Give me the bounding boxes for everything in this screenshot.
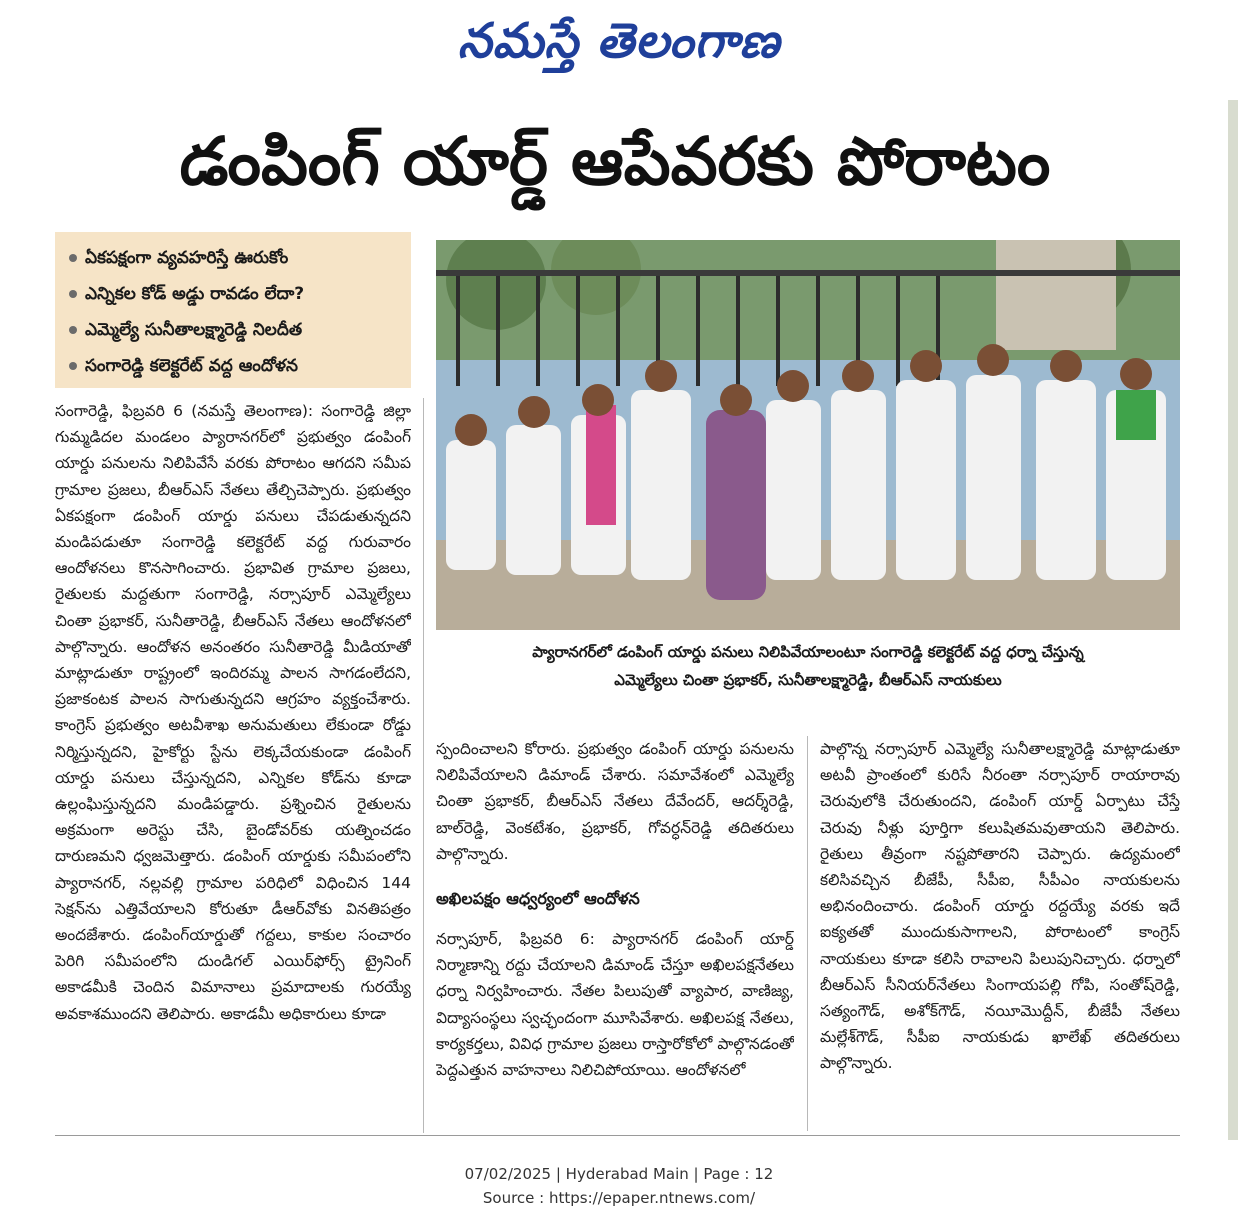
footer-edition-line: 07/02/2025 | Hyderabad Main | Page : 12 [464,1165,774,1183]
protest-photo-illustration [436,240,1180,630]
column-divider [423,398,424,1133]
article-column-1: సంగారెడ్డి, ఫిబ్రవరి 6 (నమస్తే తెలంగాణ): సంగారెడ్డి జిల్లా గుమ్మడిదల మండలం ప్యారానగర్‌లో ప్రభుత్వం డంపింగ్ యార్డు పనులను నిలిపివేసే వరకు పోరాటం ఆగదని సమీప గ్రామాల ప్రజలు, బీఆర్‌ఎస్ నేతలు తేల్చిచెప్పారు. ప్రభుత్వం ఏకపక్షంగా డంపింగ్ యార్డు పనులు చేపడుతున్నదని మండిపడుతూ సంగారెడ్డి కలెక్టరేట్ వద్ద గురువారం ఆందోళనలు కొనసాగించారు. ప్రభావిత గ్రామాల ప్రజలు, రైతులకు మద్దతుగా సంగారెడ్డి, నర్సాపూర్ ఎమ్మెల్యేలు చింతా ప్రభాకర్, సునీతారెడ్డి, బీఆర్‌ఎస్ నేతలు ఆందోళనలో పాల్గొన్నారు. ఆందోళన అనంతరం సునీతారెడ్డి మీడియాతో మాట్లాడుతూ రాష్ట్రంలో ఇందిరమ్మ పాలన సాగడంలేదని, ప్రజాకంటక పాలన సాగుతున్నదని ఆగ్రహం వ్యక్తంచేశారు. కాంగ్రెస్ ప్రభుత్వం అటవీశాఖ అనుమతులు లేకుండా రోడ్డు నిర్మిస్తున్నదని, హైకోర్టు స్టేను లెక్కచేయకుండా డంపింగ్ యార్డు పనులు చేస్తున్నదని, ఎన్నికల కోడ్‌ను కూడా ఉల్లంఘిస్తున్నదని మండిపడ్డారు. ప్రశ్నించిన రైతులను అక్రమంగా అరెస్టు చేసి, బైండోవర్‌కు యత్నించడం దారుణమని ధ్వజమెత్తారు. డంపింగ్ యార్డుకు సమీపంలోని ప్యారానగర్, నల్లవల్లి గ్రామాల పరిధిలో విధించిన 144 సెక్షన్‌ను ఎత్తివేయాలని కోరుతూ డీఆర్‌వోకు వినతిపత్రం అందజేశారు. డంపింగ్‌యార్డుతో గద్దలు, కాకుల సంచారం పెరిగి సమీపంలోని దుండిగల్ ఎయిర్‌ఫోర్స్ ట్రైనింగ్ అకాడమీకి చెందిన విమానాలు ప్రమాదాలకు గురయ్యే అవకాశముందని తెలిపారు. అకాడమీ అధికారులు కూడా [55,402,411,1023]
masthead-title: నమస్తే తెలంగాణ [457,13,781,69]
article-subheading: అఖిలపక్షం ఆధ్వర్యంలో ఆందోళన [436,889,640,908]
highlights-box [55,232,411,388]
masthead [0,6,1238,76]
photo-caption [436,638,1180,702]
bullet-icon [69,254,77,262]
bottom-rule [55,1135,1180,1136]
highlight-item: ఏకపక్షంగా వ్యవహరిస్తే ఊరుకోం [69,240,405,276]
footer-source-line: Source : https://epaper.ntnews.com/ [482,1189,756,1207]
caption-line: ప్యారానగర్‌లో డంపింగ్ యార్డు పనులు నిలిపివేయాలంటూ సంగారెడ్డి కలెక్టరేట్ వద్ద ధర్నా చేస్తున్న [532,643,1084,661]
news-photo [436,240,1180,630]
highlight-item: ఎన్నికల కోడ్ అడ్డు రావడం లేదా? [69,276,405,312]
highlight-item: ఎమ్మెల్యే సునీతాలక్ష్మారెడ్డి నిలదీత [69,312,405,348]
bullet-icon [69,290,77,298]
article-column-3: పాల్గొన్న నర్సాపూర్ ఎమ్మెల్యే సునీతాలక్ష్మారెడ్డి మాట్లాడుతూ అటవీ ప్రాంతంలో కురిసే నీరంతా నర్సాపూర్ రాయారావు చెరువులోకి చేరుతుందని, డంపింగ్ యార్డ్ ఏర్పాటు చేస్తే చెరువు నీళ్లు పూర్తిగా కలుషితమవుతాయని తెలిపారు. రైతులు తీవ్రంగా నష్టపోతారని చెప్పారు. ఉద్యమంలో కలిసివచ్చిన బీజేపీ, సీపీఐ, సీపీఎం నాయకులను అభినందించారు. డంపింగ్ యార్డు రద్దయ్యే వరకు ఇదే ఐక్యతతో ముందుకుసాగాలని, పోరాటంలో కాంగ్రెస్ నాయకులు కూడా కలిసి రావాలని పిలుపునిచ్చారు. ధర్నాలో బీఆర్‌ఎస్ సీనియర్‌నేతలు సింగాయపల్లి గోపి, సంతోష్‌రెడ్డి, సత్యంగౌడ్, అశోక్‌గౌడ్, నయీమొద్దీన్, బీజేపీ నేతలు మల్లేశ్‌గౌడ్, సీపీఐ నాయకుడు ఖాలేఖ్ తదితరులు పాల్గొన్నారు. [820,740,1180,1073]
page-edge-strip [1228,100,1238,1140]
headline: డంపింగ్ యార్డ్ ఆపేవరకు పోరాటం [179,123,1051,200]
bullet-icon [69,362,77,370]
page-footer [0,1162,1238,1210]
highlight-item: సంగారెడ్డి కలెక్టరేట్ వద్ద ఆందోళన [69,348,405,384]
column-divider [807,736,808,1131]
bullet-icon [69,326,77,334]
caption-line: ఎమ్మెల్యేలు చింతా ప్రభాకర్, సునీతాలక్ష్మారెడ్డి, బీఆర్‌ఎస్ నాయకులు [614,671,1002,689]
article-column-2-continued: నర్సాపూర్, ఫిబ్రవరి 6: ప్యారానగర్ డంపింగ్ యార్డ్ నిర్మాణాన్ని రద్దు చేయాలని డిమాండ్ చేస్తూ అఖిలపక్షనేతలు ధర్నా నిర్వహించారు. నేతల పిలుపుతో వ్యాపార, వాణిజ్య, విద్యాసంస్థలు స్వచ్ఛందంగా మూసివేశారు. అఖిలపక్ష నేతలు, కార్యకర్తలు, వివిధ గ్రామాల ప్రజలు రాస్తారోకోలో పాల్గొనడంతో పెద్దఎత్తున వాహనాలు నిలిచిపోయాయి. ఆందోళనలో [436,930,794,1080]
article-column-2: స్పందించాలని కోరారు. ప్రభుత్వం డంపింగ్ యార్డు పనులను నిలిపివేయాలని డిమాండ్ చేశారు. సమావేశంలో ఎమ్మెల్యే చింతా ప్రభాకర్, బీఆర్‌ఎస్ నేతలు దేవేందర్, ఆదర్శ్‌రెడ్డి, బాల్‌రెడ్డి, వెంకటేశం, ప్రభాకర్, గోవర్ధన్‌రెడ్డి తదితరులు పాల్గొన్నారు. [436,740,794,863]
